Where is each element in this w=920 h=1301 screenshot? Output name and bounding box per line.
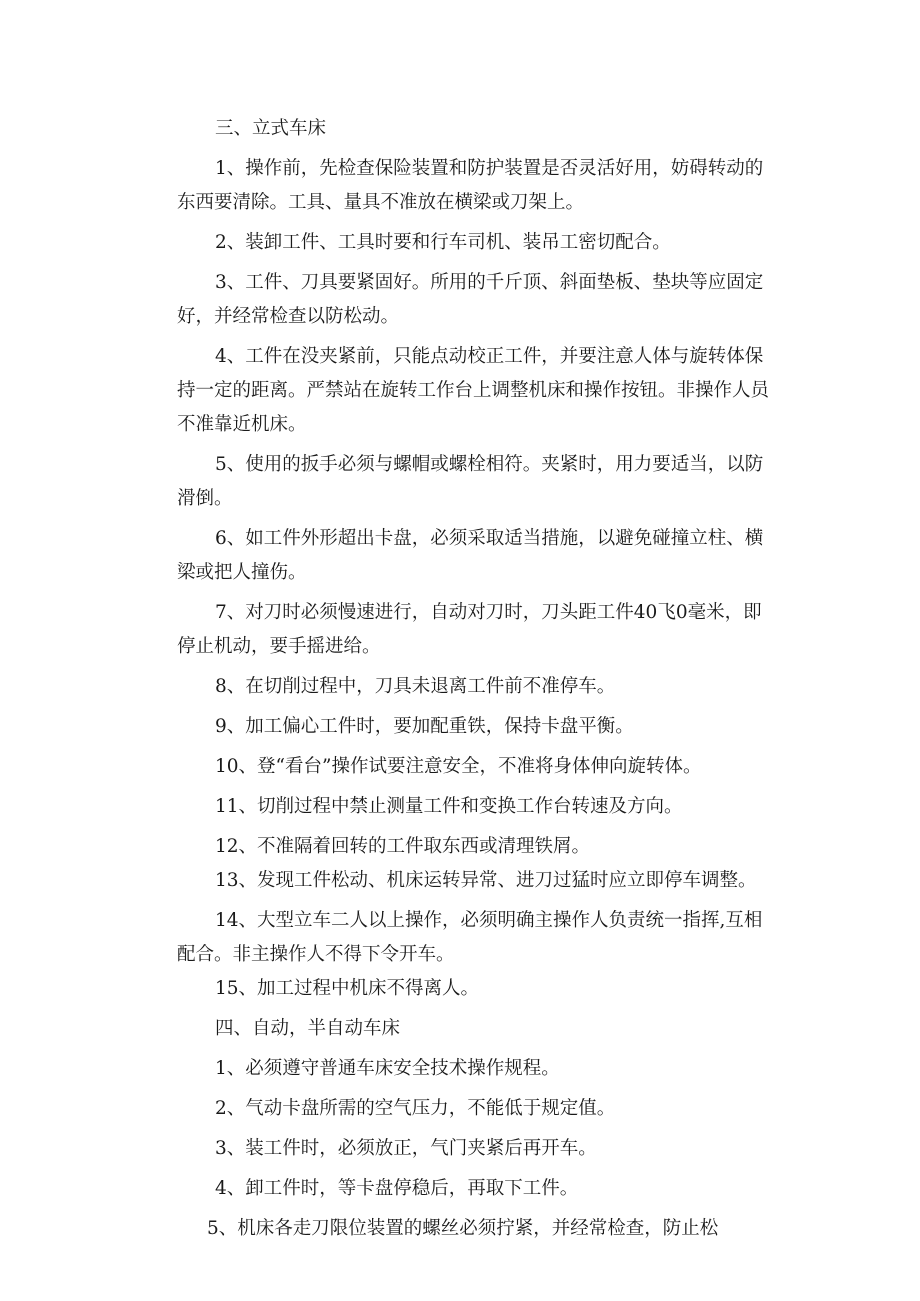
paragraph-line: 10、登“看台”操作试要注意安全，不准将身体伸向旋转体。: [215, 756, 702, 777]
paragraph-line: 2、气动卡盘所需的空气压力，不能低于规定值。: [215, 1098, 616, 1119]
paragraph: [139, 710, 789, 744]
paragraph: [139, 750, 789, 784]
paragraph-line: 三、立式车床: [215, 118, 327, 139]
paragraph-line: 1、操作前，先检查保险装置和防护装置是否灵活好用，妨碍转动的: [215, 158, 764, 179]
paragraph: [139, 596, 789, 664]
paragraph-line: 9、加工偏心工件时，要加配重铁，保持卡盘平衡。: [215, 716, 634, 737]
paragraph: [139, 152, 789, 220]
paragraph: [139, 1092, 789, 1126]
paragraph: [139, 670, 789, 704]
paragraph-line: 四、自动，半自动车床: [215, 1018, 401, 1039]
paragraph-line: 配合。非主操作人不得下令开车。: [177, 944, 455, 965]
paragraph-line: 4、卸工件时，等卡盘停稳后，再取下工件。: [215, 1178, 579, 1199]
paragraph-line: 滑倒。: [177, 488, 233, 509]
paragraph-line: 东西要清除。工具、量具不准放在横梁或刀架上。: [177, 192, 585, 213]
paragraph-line: 3、装工件时，必须放正，气门夹紧后再开车。: [215, 1138, 597, 1159]
paragraph: [139, 226, 789, 260]
paragraph-line: 3、工件、刀具要紧固好。所用的千斤顶、斜面垫板、垫块等应固定: [215, 272, 764, 293]
paragraph: [139, 1172, 789, 1206]
paragraph: [139, 830, 789, 864]
paragraph-line: 梁或把人撞伤。: [177, 562, 307, 583]
paragraph: [139, 340, 789, 442]
paragraph: [139, 790, 789, 824]
paragraph: [139, 448, 789, 516]
document-body: [139, 112, 789, 1246]
paragraph: [139, 266, 789, 334]
paragraph-line: 7、对刀时必须慢速进行，自动对刀时，刀头距工件40飞0毫米，即: [215, 602, 762, 623]
paragraph-line: 6、如工件外形超出卡盘，必须采取适当措施，以避免碰撞立柱、横: [215, 528, 764, 549]
paragraph: [139, 1052, 789, 1086]
paragraph: [139, 864, 789, 898]
paragraph-line: 14、大型立车二人以上操作，必须明确主操作人负责统一指挥,互相: [215, 910, 763, 931]
paragraph-line: 11、切削过程中禁止测量工件和变换工作台转速及方向。: [215, 796, 683, 817]
paragraph-line: 好，并经常检查以防松动。: [177, 306, 400, 327]
paragraph-line: 持一定的距离。严禁站在旋转工作台上调整机床和操作按钮。非操作人员: [177, 380, 770, 401]
paragraph-line: 13、发现工件松动、机床运转异常、进刀过猛时应立即停车调整。: [215, 870, 757, 891]
paragraph: [139, 972, 789, 1006]
paragraph-line: 2、装卸工件、工具时要和行车司机、装吊工密切配合。: [215, 232, 671, 253]
paragraph-line: 4、工件在没夹紧前，只能点动校正工件，并要注意人体与旋转体保: [215, 346, 764, 367]
paragraph: [139, 904, 789, 972]
paragraph: [139, 1012, 789, 1046]
paragraph-line: 15、加工过程中机床不得离人。: [215, 978, 480, 999]
paragraph-line: 5、机床各走刀限位装置的螺丝必须拧紧，并经常检查，防止松: [207, 1218, 719, 1239]
paragraph-line: 不准靠近机床。: [177, 414, 307, 435]
paragraph: [139, 1212, 789, 1246]
paragraph: [139, 112, 789, 146]
paragraph-line: 5、使用的扳手必须与螺帽或螺栓相符。夹紧时，用力要适当，以防: [215, 454, 764, 475]
paragraph-line: 1、必须遵守普通车床安全技术操作规程。: [215, 1058, 560, 1079]
paragraph-line: 8、在切削过程中，刀具未退离工件前不准停车。: [215, 676, 616, 697]
paragraph: [139, 1132, 789, 1166]
paragraph-line: 停止机动，要手摇进给。: [177, 636, 381, 657]
paragraph-line: 12、不准隔着回转的工件取东西或清理铁屑。: [215, 836, 591, 857]
paragraph: [139, 522, 789, 590]
